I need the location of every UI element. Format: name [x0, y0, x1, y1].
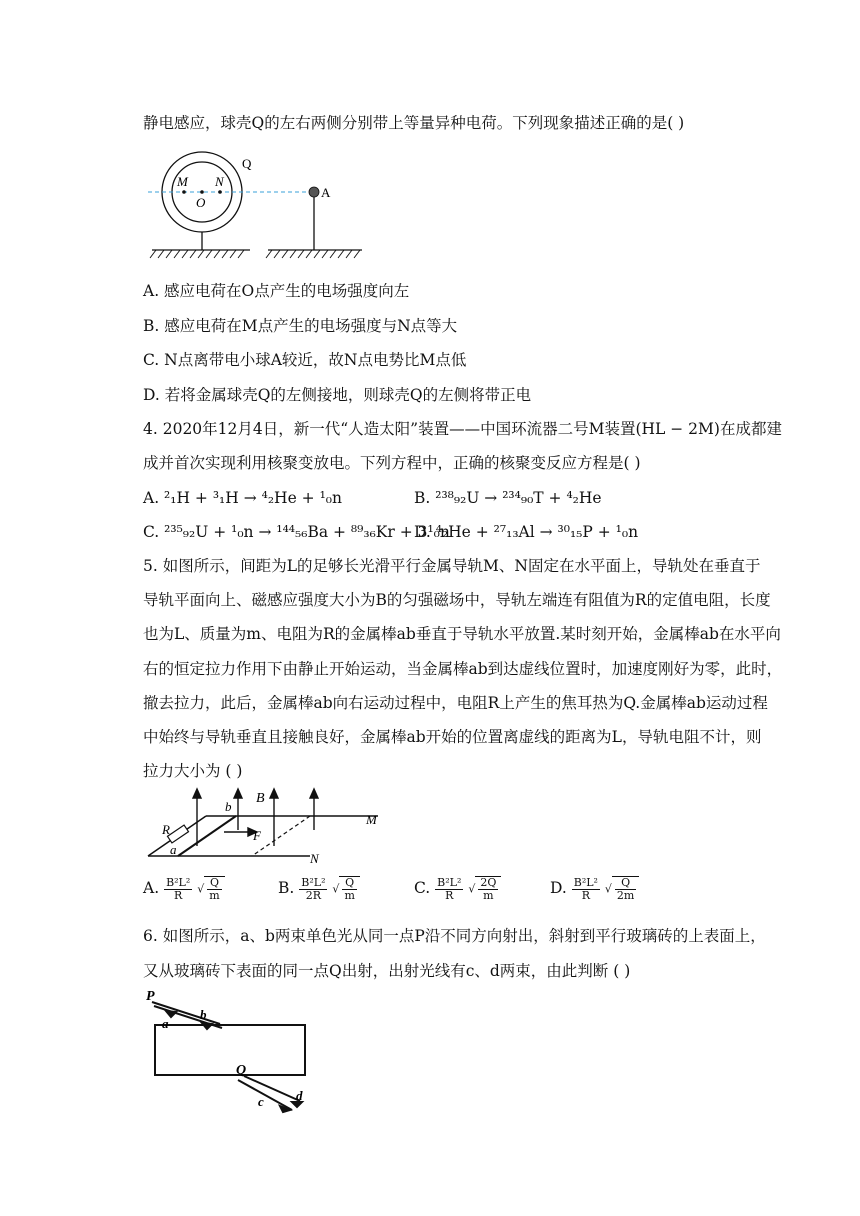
q5-a-num: B²L² — [166, 875, 191, 889]
q5-b-num: B²L² — [301, 875, 326, 889]
q5-d-den: R — [581, 888, 590, 902]
q4-option-d: D. ⁴₂He + ²⁷₁₃Al → ³⁰₁₅P + ¹₀n — [414, 523, 639, 541]
q3-label-A: A — [321, 185, 331, 200]
q5-stem-line7: 拉力大小为 ( ) — [143, 762, 243, 780]
q5-b-den: 2R — [305, 888, 322, 902]
q3-label-Q: Q — [242, 156, 252, 171]
q6-label-b: b — [200, 1007, 207, 1022]
q3-option-b: B. 感应电荷在M点产生的电场强度与N点等大 — [143, 317, 458, 335]
q5-a-den: R — [174, 888, 183, 902]
q6-label-Q: Q — [236, 1063, 247, 1078]
q4-stem-line2: 成并首次实现利用核聚变放电。下列方程中，正确的核聚变反应方程是( ) — [143, 454, 641, 472]
q5-d-num: B²L² — [573, 875, 598, 889]
q5-stem-line5: 撤去拉力，此后，金属棒ab向右运动过程中，电阻R上产生的焦耳热为Q.金属棒ab运动过程 — [143, 694, 768, 712]
q5-label-a: a — [170, 842, 177, 857]
q5-label-N: N — [310, 851, 319, 866]
q3-option-a: A. 感应电荷在O点产生的电场强度向左 — [143, 282, 410, 300]
q4-stem-line1: 4. 2020年12月4日，新一代“人造太阳”装置——中国环流器二号M装置(HL − 2M)在成都建 — [143, 420, 782, 438]
q4-option-a: A. ²₁H + ³₁H → ⁴₂He + ¹₀n — [143, 489, 342, 507]
q5-stem-line2: 导轨平面向上、磁感应强度大小为B的匀强磁场中，导轨左端连有阻值为R的定值电阻，长度 — [143, 591, 771, 609]
q5-figure — [140, 786, 390, 866]
q6-label-P: P — [146, 989, 155, 1004]
q5-option-d: D. $\frac{\text{B²L²}}{R}$ √ $\frac{Q}{2m}$ — [550, 876, 639, 902]
q6-stem-line2: 又从玻璃砖下表面的同一点Q出射，出射光线有c、d两束，由此判断 ( ) — [143, 962, 631, 980]
q5-label-F: F — [253, 828, 261, 843]
q5-stem-line3: 也为L、质量为m、电阻为R的金属棒ab垂直于导轨水平放置.某时刻开始，金属棒ab在水平向 — [143, 625, 781, 643]
q3-figure — [140, 150, 370, 262]
q5-c-num: B²L² — [437, 875, 462, 889]
q3-label-M: M — [177, 174, 188, 189]
q5-stem-line4: 右的恒定拉力作用下由静止开始运动，当金属棒ab到达虚线位置时，加速度刚好为零，此时， — [143, 660, 783, 678]
q6-label-c: c — [258, 1094, 264, 1109]
q3-stem-tail: 静电感应，球壳Q的左右两侧分别带上等量异种电荷。下列现象描述正确的是( ) — [143, 114, 685, 132]
q5-stem-line6: 中始终与导轨垂直且接触良好，金属棒ab开始的位置离虚线的距离为L，导轨电阻不计，则 — [143, 728, 762, 746]
q6-stem-line1: 6. 如图所示，a、b两束单色光从同一点P沿不同方向射出，斜射到平行玻璃砖的上表面上， — [143, 927, 766, 945]
q6-figure — [140, 988, 320, 1118]
q3-option-c: C. N点离带电小球A较近，故N点电势比M点低 — [143, 351, 467, 369]
q5-label-R: R — [162, 822, 170, 837]
q5-option-a: A. $\frac{\text{B²L²}}{R}$ √ $\frac{Q}{m}$ — [143, 876, 225, 902]
q6-label-a: a — [162, 1016, 169, 1031]
q5-label-M: M — [366, 812, 377, 827]
q5-stem-line1: 5. 如图所示，间距为L的足够长光滑平行金属导轨M、N固定在水平面上，导轨处在垂直于 — [143, 557, 761, 575]
q3-option-d: D. 若将金属球壳Q的左侧接地，则球壳Q的左侧将带正电 — [143, 386, 532, 404]
q5-label-B: B — [256, 791, 265, 806]
q3-label-O: O — [196, 195, 206, 210]
q5-c-den: R — [445, 888, 454, 902]
q3-label-N: N — [215, 174, 224, 189]
q5-option-c: C. $\frac{\text{B²L²}}{R}$ √ $\frac{2Q}{m}$ — [414, 876, 501, 902]
q5-option-b: B. $\frac{\text{B²L²}}{2R}$ √ $\frac{Q}{m}$ — [278, 876, 360, 902]
q6-label-d: d — [296, 1088, 303, 1103]
q4-option-c: C. ²³⁵₉₂U + ¹₀n → ¹⁴⁴₅₆Ba + ⁸⁹₃₆Kr + 3¹₀n — [143, 523, 450, 541]
q4-option-b: B. ²³⁸₉₂U → ²³⁴₉₀T + ⁴₂He — [414, 489, 602, 507]
q5-label-b: b — [225, 799, 232, 814]
